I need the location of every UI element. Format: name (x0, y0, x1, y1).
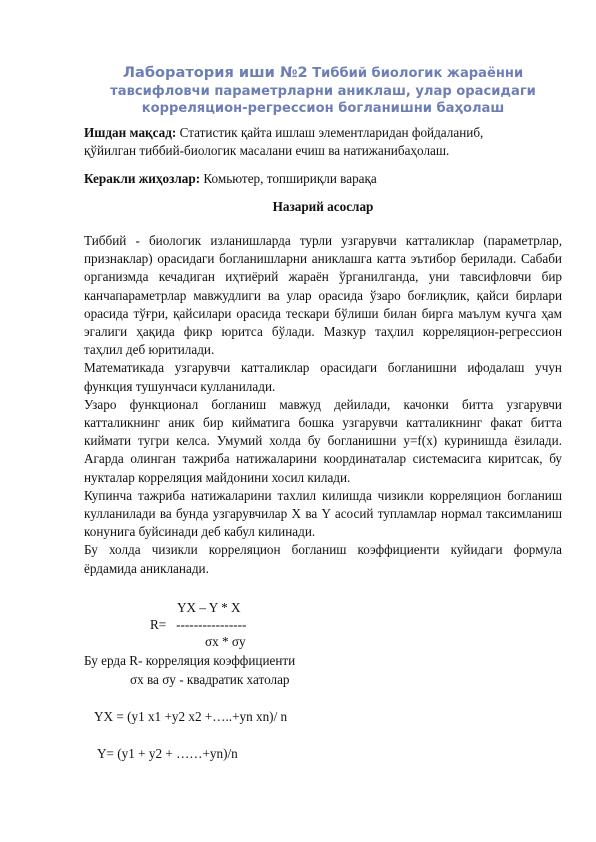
where-line-1: Бу ерда R- корреляция коэффициенти (84, 653, 296, 668)
paragraph: Математикада узгарувчи катталиклар орасидаги богланишни ифодалаш учун функция тушунчаси кулланилади. (84, 360, 562, 394)
formula-denominator: σx * σy (205, 634, 246, 649)
equipment-label: Керакли жиҳозлар: (84, 171, 201, 186)
equation-y: Y= (y1 + y2 + ……+yn)/n (97, 746, 238, 761)
paragraph: Узаро функционал богланиш мавжуд дейилади, качонки битта узгарувчи катталикнинг аник бир кийматига бошка узгарувчи катталикнинг факат битта киймати тугри келса. Умумий холда бу богланишни y=f(x) куринишда ёзилади. Агарда олинган тажриба натижаларини координаталар системасига киритсак, бу нукталар корреляция майдонини хосил килади. (84, 396, 562, 485)
goal-line-1 (84, 124, 483, 142)
formula-fraction-bar: ---------------- (176, 617, 247, 632)
equipment-text: Комьютер, топшириқли варақа (203, 171, 377, 186)
lab-title (86, 64, 560, 118)
formula-row (150, 617, 246, 633)
formula-numerator: YX – Y * X (177, 600, 241, 615)
goal-text-1: Статистик қайта ишлаш элементларидан фойдаланиб, (179, 125, 484, 140)
goal-label: Ишдан мақсад: (84, 125, 177, 140)
equation-yx: YX = (y1 x1 +y2 x2 +…..+yn xn)/ n (94, 709, 288, 724)
where-line-2: σx ва σy - квадратик хатолар (130, 672, 290, 687)
paragraph: Тиббий - биологик изланишларда турли узгарувчи катталиклар (параметрлар, признаклар) орасидаги богланишларни аниклашга катта эътибор берилади. Сабаби организмда кечадиган иҳтиёрий жараён ўрганилганда, уни тавсифловчи бир канчапараметрлар мавжудлиги ва улар орасида ўзаро боғлиқлик, қайси бирлари орасида тўғри, қайсилари орасида тескари бўлиши билан бирга маълум кучга ҳам эгалиги ҳақида фикр юритса бўлади. Мазкур таҳлил корреляцион-регрессион таҳлил деб юритилади. (84, 233, 562, 358)
paragraph: Бу холда чизикли корреляцион богланиш коэффициенти куйидаги формула ёрдамида аникланади. (84, 542, 562, 576)
formula-lhs: R= (150, 617, 167, 632)
paragraph: Купинча тажриба натижаларини тахлил килишда чизикли корреляцион богланиш кулланилади ва бунда узгарувчилар X ва Y асосий тупламлар нормал таксимланиш конунига буйсинади деб кабул килинади. (84, 487, 562, 540)
lab-title-number: Лаборатория иши №2 (122, 64, 308, 81)
lab-title-topic: Тиббий биологик жараённи тавсифловчи параметрларни аниклаш, улар орасидаги корреляцион-регрессион богланишни баҳолаш (110, 66, 536, 116)
goal-line-2: қўйилган тиббий-биологик масалани ечиш ва натижанибаҳолаш. (84, 143, 450, 158)
theory-body (84, 232, 562, 578)
equipment-line (84, 170, 377, 188)
section-heading: Назарий асослар (272, 199, 374, 214)
